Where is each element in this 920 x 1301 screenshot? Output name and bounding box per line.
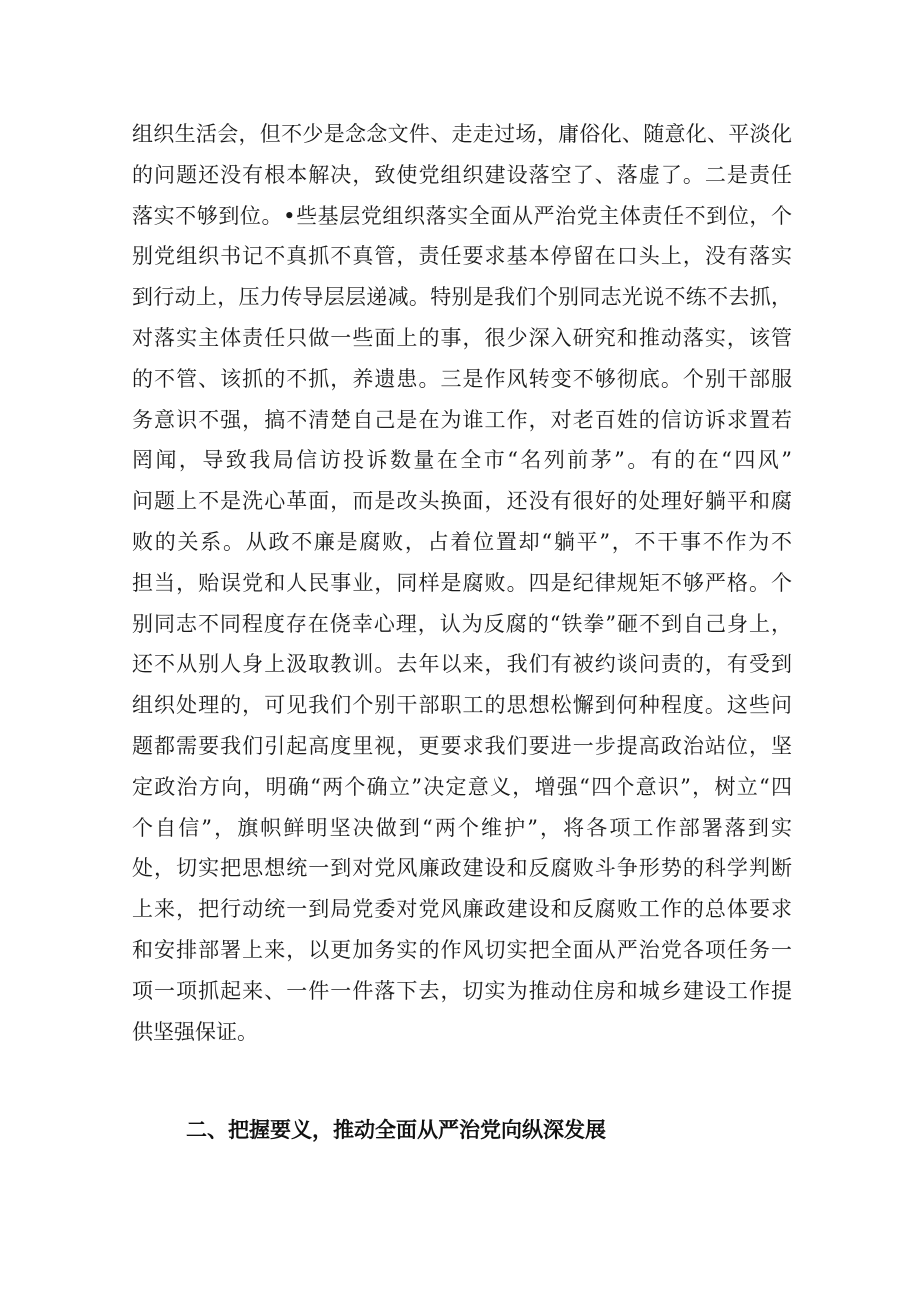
paragraph-line: 供坚强保证。 (132, 1019, 258, 1044)
body-paragraph (132, 114, 792, 1052)
paragraph-line: 败的关系。从政不廉是腐败，占着位置却“躺平”，不干事不作为不 (132, 529, 792, 554)
paragraph-line: 组织生活会，但不少是念念文件、走走过场，庸俗化、随意化、平淡化 (132, 122, 792, 146)
paragraph-line: 的不管、该抓的不抓，养遗患。三是作风转变不够彻底。个别干部服 (132, 366, 792, 391)
paragraph-line: 还不从别人身上汲取教训。去年以来，我们有被约谈问责的，有受到 (132, 652, 792, 677)
paragraph-line: 定政治方向，明确“两个确立”决定意义，增强“四个意识”，树立“四 (132, 774, 792, 799)
paragraph-line: 落实不够到位。•些基层党组织落实全面从严治党主体责任不到位，个 (132, 203, 792, 228)
paragraph-line: 务意识不强，搞不清楚自己是在为谁工作，对老百姓的信访诉求置若 (132, 407, 792, 432)
paragraph-line: 别同志不同程度存在侥幸心理，认为反腐的“铁拳”砸不到自己身上， (132, 611, 792, 636)
paragraph-line: 项一项抓起来、一件一件落下去，切实为推动住房和城乡建设工作提 (132, 978, 792, 1003)
paragraph-line: 组织处理的，可见我们个别干部职工的思想松懈到何种程度。这些问 (132, 693, 792, 718)
paragraph-line: 对落实主体责任只做一些面上的事，很少深入研究和推动落实，该管 (132, 325, 792, 350)
section-heading: 二、把握要义，推动全面从严治党向纵深发展 (186, 1118, 606, 1142)
paragraph-line: 的问题还没有根本解决，致使党组织建设落空了、落虚了。二是责任 (132, 162, 792, 187)
paragraph-line: 个自信”，旗帜鲜明坚决做到“两个维护”，将各项工作部署落到实 (132, 815, 792, 840)
paragraph-line: 罔闻，导致我局信访投诉数量在全市“名列前茅”。有的在“四风” (132, 448, 792, 473)
paragraph-line: 处，切实把思想统一到对党风廉政建设和反腐败斗争形势的科学判断 (132, 856, 792, 881)
paragraph-line: 别党组织书记不真抓不真管，责任要求基本停留在口头上，没有落实 (132, 244, 792, 269)
paragraph-line: 题都需要我们引起高度里视，更要求我们要进一步提高政治站位，坚 (132, 733, 792, 758)
paragraph-line: 问题上不是洗心革面，而是改头换面，还没有很好的处理好躺平和腐 (132, 489, 792, 514)
paragraph-line: 担当，贻误党和人民事业，同样是腐败。四是纪律规矩不够严格。个 (132, 570, 792, 595)
paragraph-line: 上来，把行动统一到局党委对党风廉政建设和反腐败工作的总体要求 (132, 897, 792, 922)
paragraph-line: 到行动上，压力传导层层递减。特别是我们个别同志光说不练不去抓， (132, 285, 792, 310)
paragraph-line: 和安排部署上来，以更加务实的作风切实把全面从严治党各项任务一 (132, 937, 792, 962)
